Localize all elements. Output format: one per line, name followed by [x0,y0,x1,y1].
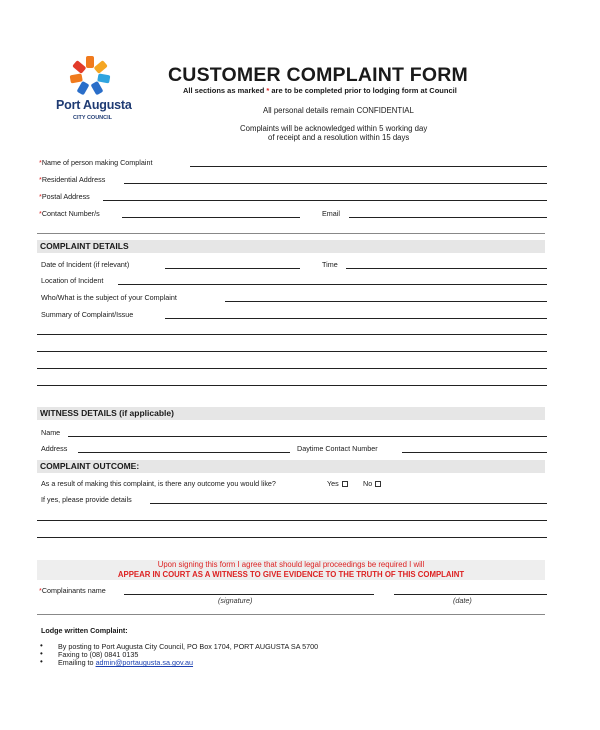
yes-checkbox[interactable] [342,481,348,487]
label-text: Complainants name [41,586,106,595]
logo-subtitle: CITY COUNCIL [73,115,113,121]
no-option[interactable] [363,479,381,488]
summary-line[interactable] [37,334,547,335]
bullet-icon: • [40,649,43,658]
witness-name-field[interactable] [68,436,547,437]
lodge-fax: Faxing to (08) 0841 0135 [58,650,139,659]
acknowledge-note: Complaints will be acknowledged within 5 working day [240,124,428,133]
bullet-icon: • [40,657,43,666]
residential-field[interactable] [124,183,547,184]
subject-field[interactable] [225,301,547,302]
location-label: Location of Incident [41,276,104,285]
date-label: Date of Incident (if relevant) [41,260,130,269]
time-field[interactable] [346,268,547,269]
lodge-email [58,658,193,667]
divider [37,233,545,234]
label-text: Residential Address [41,175,106,184]
contact-label [39,209,100,218]
witness-details-header [37,407,545,420]
resolution-note: of receipt and a resolution within 15 days [268,133,410,142]
signature-caption: (signature) [218,596,253,605]
asterisk: * [39,209,42,218]
logo-ray-icon [70,73,83,83]
summary-line[interactable] [37,385,547,386]
no-label: No [363,479,373,488]
label-text: Contact Number/s [41,209,100,218]
witness-address-label: Address [41,444,68,453]
date-signed-field[interactable] [394,594,547,595]
yes-label: Yes [327,479,339,488]
email-link[interactable]: admin@portaugusta.sa.gov.au [95,658,194,667]
legal-declaration [37,560,545,580]
yes-option[interactable] [327,479,348,488]
section-heading: COMPLAINT OUTCOME: [40,461,140,471]
complaint-details-header [37,240,545,253]
details-line[interactable] [37,520,547,521]
label-text: Emailing to [58,658,96,667]
date-caption: (date) [453,596,472,605]
details-field[interactable] [150,503,547,504]
outcome-question: As a result of making this complaint, is there any outcome you would like? [41,479,276,488]
postal-label [39,192,90,201]
logo-ray-icon [72,60,86,74]
instructions-text: are to be completed prior to lodging form at Council [269,86,457,95]
legal-line-1: Upon signing this form I agree that should legal proceedings be required I will [157,560,425,569]
daytime-label: Daytime Contact Number [297,444,378,453]
bullet-icon: • [40,641,43,650]
name-label [39,158,152,167]
asterisk: * [39,586,42,595]
council-logo [52,56,152,126]
logo-ray-icon [94,60,108,74]
email-label: Email [322,209,340,218]
asterisk: * [266,86,270,95]
summary-line[interactable] [37,368,547,369]
legal-line-2: APPEAR IN COURT AS A WITNESS TO GIVE EVIDENCE TO THE TRUTH OF THIS COMPLAINT [117,570,465,579]
divider [37,614,545,615]
summary-label: Summary of Complaint/Issue [41,310,134,319]
signature-field[interactable] [124,594,374,595]
instructions-line [183,86,457,95]
instructions-text: All sections as marked [183,86,267,95]
logo-ray-icon [77,81,90,95]
postal-field[interactable] [103,200,547,201]
asterisk: * [39,175,42,184]
witness-name-label: Name [41,428,61,437]
summary-line[interactable] [37,351,547,352]
logo-ray-icon [91,81,104,95]
no-checkbox[interactable] [375,481,381,487]
daytime-field[interactable] [402,452,547,453]
outcome-header [37,460,545,473]
lodge-post: By posting to Port Augusta City Council, PO Box 1704, PORT AUGUSTA SA 5700 [58,642,319,651]
confidential-note: All personal details remain CONFIDENTIAL [263,106,414,115]
details-line[interactable] [37,537,547,538]
logo-ray-icon [97,73,110,83]
name-field[interactable] [190,166,547,167]
page-title: CUSTOMER COMPLAINT FORM [168,64,468,86]
logo-name: Port Augusta [56,98,132,112]
asterisk: * [39,158,42,167]
location-field[interactable] [118,284,547,285]
lodge-heading: Lodge written Complaint: [41,626,128,635]
details-label: If yes, please provide details [41,495,132,504]
contact-field[interactable] [122,217,300,218]
label-text: Postal Address [41,192,90,201]
time-label: Time [322,260,338,269]
section-heading: WITNESS DETAILS (if applicable) [40,408,174,418]
date-field[interactable] [165,268,300,269]
summary-field[interactable] [165,318,547,319]
email-field[interactable] [349,217,547,218]
complainant-name-label [39,586,106,595]
witness-address-field[interactable] [78,452,290,453]
asterisk: * [39,192,42,201]
logo-ray-icon [86,56,94,68]
sun-logo-icon [64,56,116,96]
residential-label [39,175,105,184]
label-text: Name of person making Complaint [41,158,153,167]
section-heading: COMPLAINT DETAILS [40,241,129,251]
subject-label: Who/What is the subject of your Complaint [41,293,177,302]
